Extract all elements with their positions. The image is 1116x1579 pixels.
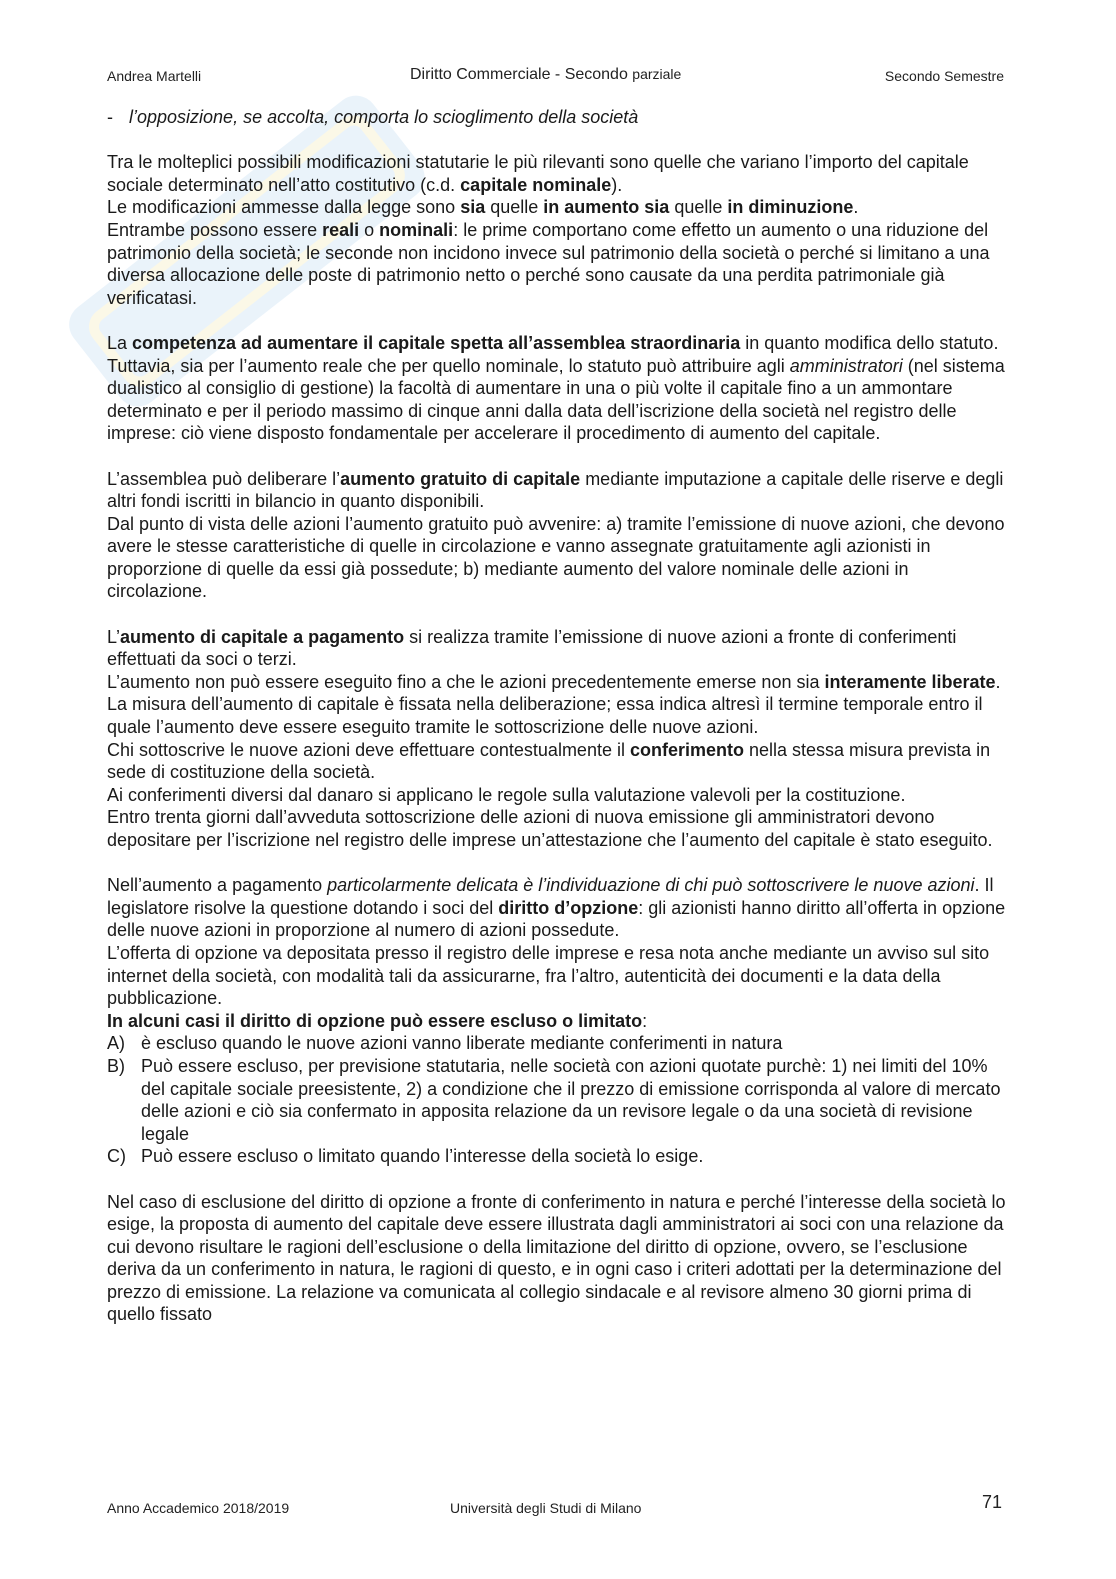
page-content <box>107 106 1007 1326</box>
paragraph-real-nominal: Entrambe possono essere reali o nominali: le prime comportano come effetto un aumento o una riduzione del patrimonio della società; le seconde non incidono invece sul patrimonio della società o perché si limitano a una diversa allocazione delle poste di patrimonio netto o perché sono causate da una perdita patrimoniale già verificatasi. <box>107 219 990 308</box>
paragraph-option-right: Nell’aumento a pagamento particolarmente delicata è l’individuazione di chi può sottoscrivere le nuove azioni. Il legislatore risolve la questione dotando i soci del diritto d’opzione: gli azionisti hanno diritto all’offerta in opzione delle nuove azioni in proporzione al numero di azioni possedute. <box>107 875 1006 941</box>
paragraph-conferment: Chi sottoscrive le nuove azioni deve effettuare contestualmente il conferimento nella stessa misura prevista in sede di costituzione della società. <box>107 739 991 783</box>
paragraph-fully-paid: L’aumento non può essere eseguito fino a che le azioni precedentemente emerse non sia interamente liberate. <box>107 671 1001 692</box>
paragraph-allowed-changes: Le modificazioni ammesse dalla legge sono sia quelle in aumento sia quelle in diminuzione. <box>107 197 859 218</box>
paragraph-competence: La competenza ad aumentare il capitale spetta all’assemblea straordinaria in quanto modifica dello statuto. Tuttavia, sia per l’aumento reale che per quello nominale, lo statuto può attribuire agli amministratori (nel sistema dualistico al consiglio di gestione) la facoltà di aumentare in una o più volte il capitale fino a un ammontare determinato e per il periodo massimo di cinque anni dalla data dell’iscrizione della società nel registro delle imprese: ciò viene disposto fondamentale per accelerare il procedimento di aumento del capitale. <box>107 332 1005 444</box>
paragraph-free-increase-shares: Dal punto di vista delle azioni l’aumento gratuito può avvenire: a) tramite l’emissione di nuove azioni, che devono avere le stesse caratteristiche di quelle in circolazione e vanno assegnate gratuitamente agli azionisti in proporzione di quelle da essi già possedute; b) mediante aumento del valore nominale delle azioni in circolazione. <box>107 513 1005 602</box>
header-semester: Secondo Semestre <box>884 68 1004 84</box>
list-item: A) è escluso quando le nuove azioni vanno liberate mediante conferimenti in natura <box>107 1033 783 1054</box>
paragraph-measure: La misura dell’aumento di capitale è fissata nella deliberazione; essa indica altresì il termine temporale entro il quale l’aumento deve essere eseguito tramite le sottoscrizione delle nuove azioni. <box>107 694 983 738</box>
dash-bullet-icon: - <box>107 107 113 127</box>
opposition-bullet <box>107 106 1007 129</box>
paragraph-exclusion-report: Nel caso di esclusione del diritto di opzione a fronte di conferimento in natura e perché l’interesse della società lo esige, la proposta di aumento del capitale deve essere illustrata dagli amministratori ai soci con una relazione da cui devono risultare le ragioni dell’esclusione o della limitazione del diritto di opzione, ovvero, se l’esclusione deriva da un conferimento in natura, le ragioni di questo, e in ogni caso i criteri adottati per la determinazione del prezzo di emissione. La relazione va comunicata al collegio sindacale e al revisore almeno 30 giorni prima di quello fissato <box>107 1191 1006 1325</box>
page-number: 71 <box>981 1492 1002 1512</box>
header-author: Andrea Martelli <box>107 68 202 84</box>
paragraph-paid-increase: L’aumento di capitale a pagamento si realizza tramite l’emissione di nuove azioni a fronte di conferimenti effettuati da soci o terzi. <box>107 626 957 670</box>
footer-university: Università degli Studi di Milano <box>450 1500 642 1516</box>
paragraph-modifications: Tra le molteplici possibili modificazioni statutarie le più rilevanti sono quelle che variano l’importo del capitale sociale determinato nell’atto costitutivo (c.d. capitale nominale). <box>107 152 969 195</box>
opposition-text: l’opposizione, se accolta, comporta lo scioglimento della società <box>129 107 639 127</box>
footer-academic-year: Anno Accademico 2018/2019 <box>107 1500 290 1516</box>
list-item: C) Può essere escluso o limitato quando l’interesse della società lo esige. <box>107 1146 704 1167</box>
paragraph-free-increase: L’assemblea può deliberare l’aumento gratuito di capitale mediante imputazione a capitale delle riserve e degli altri fondi iscritti in bilancio in quanto disponibili. <box>107 468 1004 512</box>
paragraph-non-cash: Ai conferimenti diversi dal danaro si applicano le regole sulla valutazione valevoli per la costituzione. <box>107 784 906 805</box>
header-title: Diritto Commerciale - Secondo parziale <box>410 66 682 83</box>
list-item: B) Può essere escluso, per previsione statutaria, nelle società con azioni quotate purchè: 1) nei limiti del 10% del capitale sociale preesistente, 2) a condizione che il prezzo di emissione corrisponda al valore di mercato delle azioni e ciò sia confermato in apposita relazione da un revisore legale o da una società di revisione legale <box>107 1055 1001 1144</box>
paragraph-thirty-days: Entro trenta giorni dall’avveduta sottoscrizione delle azioni di nuova emissione gli amministratori devono depositare per l’iscrizione nel registro delle imprese un’attestazione che l’aumento del capitale è stato eseguito. <box>107 807 993 850</box>
paragraph-option-offer: L’offerta di opzione va depositata presso il registro delle imprese e resa nota anche mediante un avviso sul sito internet della società, con modalità tali da assicurarne, fra l’altro, autenticità dei documenti e la data della pubblicazione. <box>107 942 990 1009</box>
paragraph-exclusion-heading: In alcuni casi il diritto di opzione può essere escluso o limitato: <box>107 1010 648 1031</box>
